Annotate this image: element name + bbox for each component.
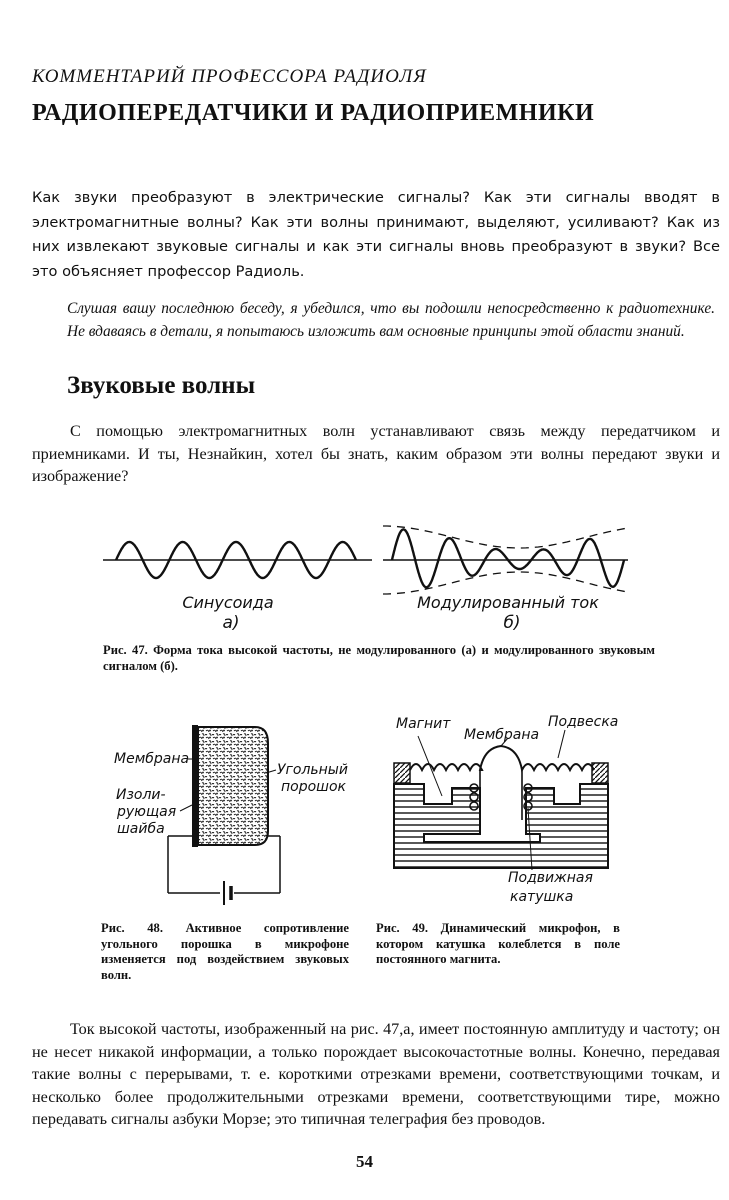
- fig49-membrane: [410, 746, 594, 770]
- fig48-label-washer-3: шайба: [117, 821, 165, 837]
- fig47-label-sinusoid: Синусоида: [182, 593, 274, 612]
- figure-48: [100, 715, 370, 915]
- figure-47: [0, 515, 729, 640]
- body-paragraph-1: С помощью электромагнитных волн устанавливают связь между передатчиком и приемниками. И ты, Незнайкин, хотел бы знать, каким образом эти волны передают звуки и изображение?: [32, 422, 720, 485]
- figure-49: [380, 708, 640, 918]
- fig49-right-mount: [592, 763, 608, 783]
- fig49-label-suspension: Подвеска: [548, 714, 619, 730]
- body-paragraph-2: Ток высокой частоты, изображенный на рис. 47,а, имеет постоянную амплитуду и частоту; он не несет никакой информации, а только порождает высокочастотные волны. Конечно, передавая такие волны с перерывами, т. е. короткими отрезками времени, соответствующими точкам, и несколько более продолжительными отрезками времени, соответствующими тире, можно передавать сигналы азбуки Морзе; это типичная телеграфия без проводов.: [32, 1020, 720, 1128]
- fig48-membrane: [192, 725, 198, 847]
- fig47-letter-a: а): [222, 613, 240, 633]
- page-number: 54: [356, 1152, 373, 1171]
- fig49-label-coil-2: катушка: [510, 889, 574, 905]
- figure-49-caption: Рис. 49. Динамический микрофон, в котором катушка колеблется в поле постоянного магнита.: [376, 921, 620, 966]
- fig49-magnet: [394, 784, 608, 868]
- fig48-label-washer-1: Изоли-: [116, 787, 166, 803]
- fig49-left-mount: [394, 763, 410, 783]
- intro-paragraph: Слушая вашу последнюю беседу, я убедился, что вы подошли непосредственно к радиотехнике. Не вдаваясь в детали, я попытаюсь изложить вам основные принципы этой области знаний.: [67, 300, 715, 340]
- fig49-label-coil-1: Подвижная: [508, 870, 593, 886]
- page-title: РАДИОПЕРЕДАТЧИКИ И РАДИОПРИЕМНИКИ: [32, 100, 595, 126]
- fig47-label-modulated: Модулированный ток: [417, 593, 599, 612]
- fig47-letter-b: б): [503, 613, 521, 633]
- figure-48-caption: Рис. 48. Активное сопротивление угольного порошка в микрофоне изменяется под воздействием звуковых волн.: [101, 921, 349, 982]
- fig47-modulated-wave: [392, 529, 624, 587]
- fig48-label-membrane: Мембрана: [114, 751, 190, 767]
- fig48-label-washer-2: рующая: [117, 804, 177, 820]
- fig49-label-magnet: Магнит: [396, 716, 451, 732]
- lead-paragraph: Как звуки преобразуют в электрические сигналы? Как эти сигналы вводят в электромагнитные волны? Как эти волны принимают, выделяют, усиливают? Как из них извлекают звуковые сигналы и как эти сигналы вновь преобразуют в звуки? Все это объясняет профессор Радиоль.: [32, 189, 720, 280]
- fig49-label-membrane: Мембрана: [464, 727, 540, 743]
- figure-47-caption: Рис. 47. Форма тока высокой частоты, не модулированного (а) и модулированного звуковым сигналом (б).: [103, 643, 655, 673]
- section-kicker: КОММЕНТАРИЙ ПРОФЕССОРА РАДИОЛЯ: [32, 66, 427, 87]
- fig48-carbon-powder: [198, 727, 268, 845]
- fig48-label-powder-1: Угольный: [277, 762, 348, 778]
- section-heading: Звуковые волны: [67, 372, 256, 399]
- fig48-label-powder-2: порошок: [281, 779, 347, 795]
- fig47-envelope-top: [383, 526, 628, 548]
